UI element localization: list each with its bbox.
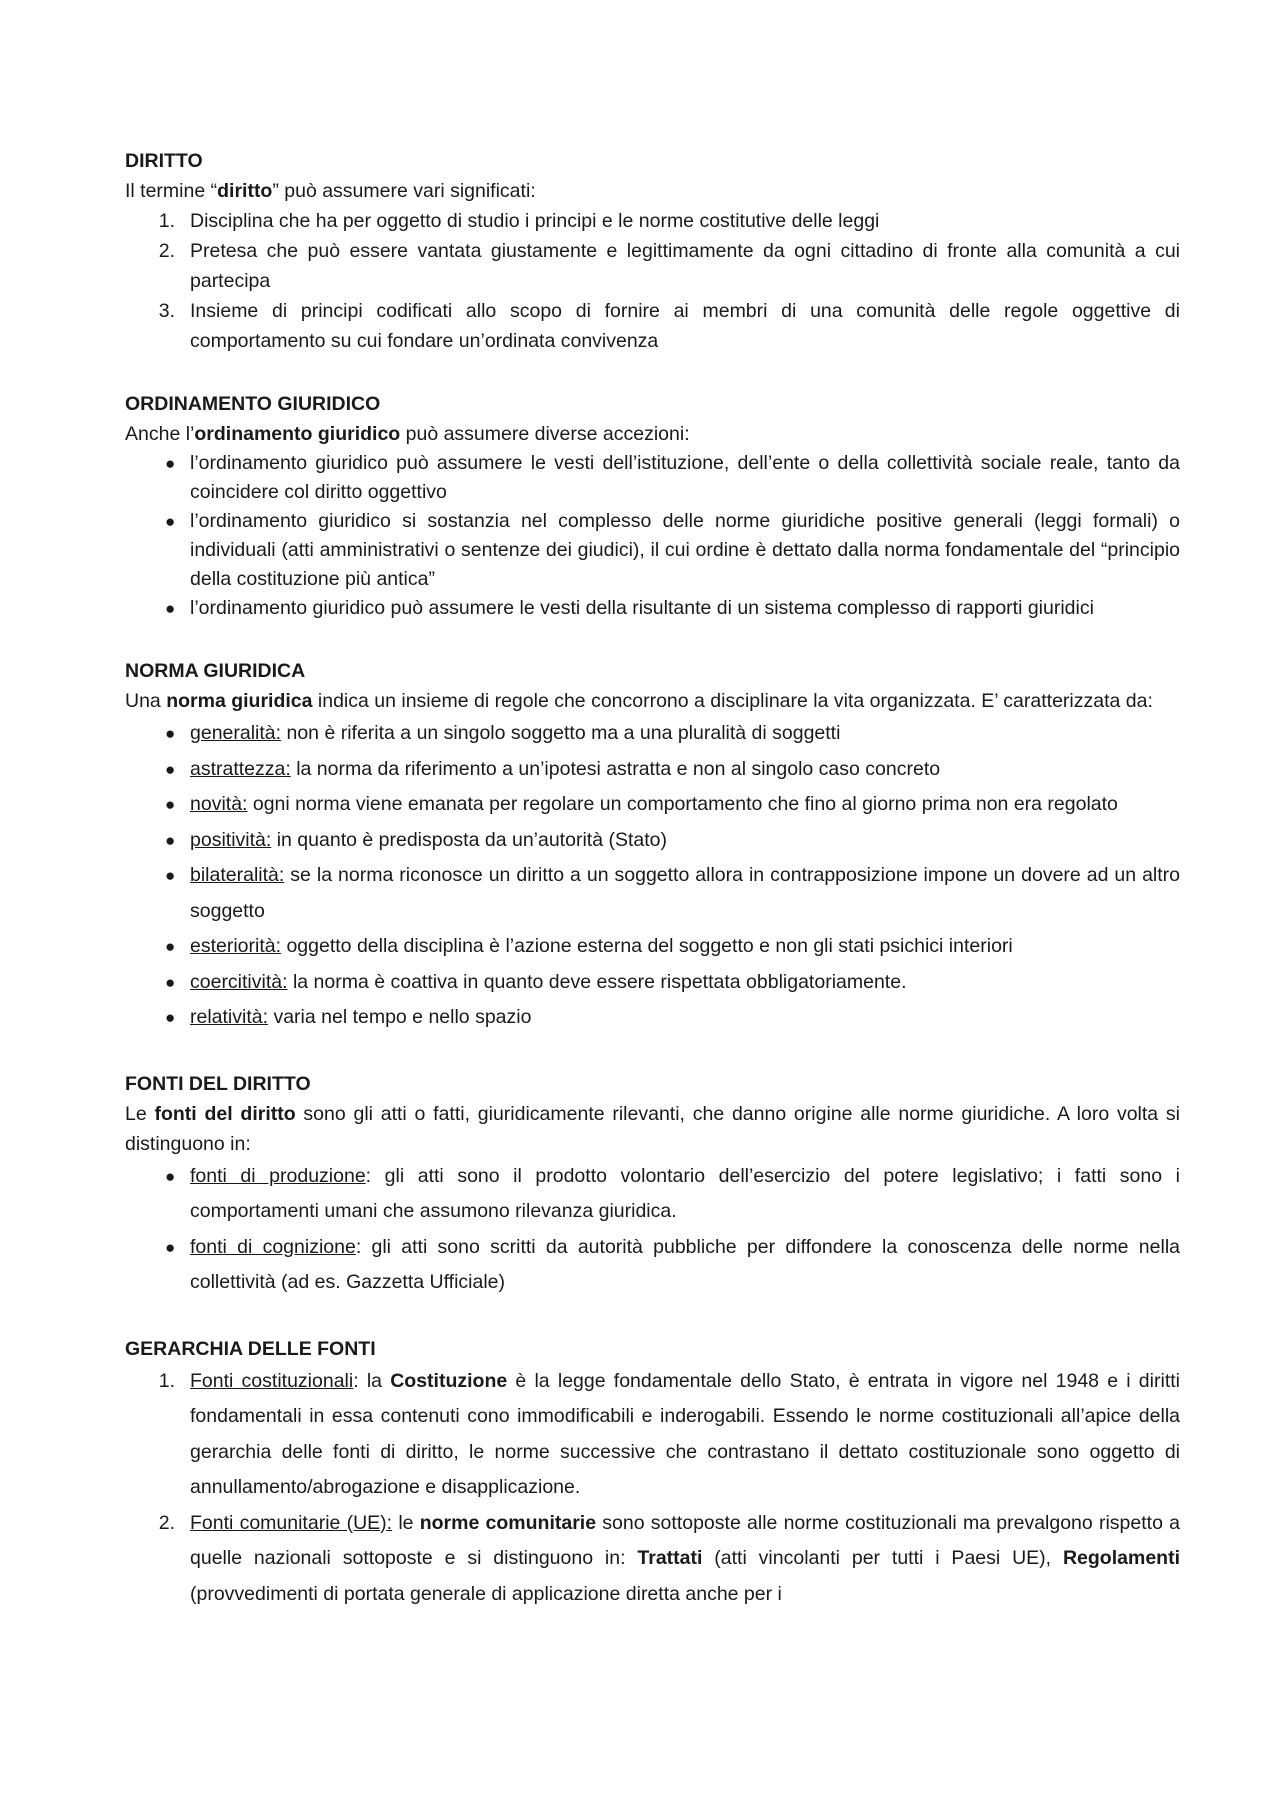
- list-item: [125, 1506, 1180, 1613]
- term-label: novità:: [190, 793, 248, 815]
- bullet-icon: ●: [165, 866, 176, 885]
- numbered-list: [125, 206, 1180, 356]
- heading-diritto: DIRITTO: [125, 150, 203, 172]
- intro-text: può assumere diverse accezioni:: [400, 423, 690, 445]
- term-label: positività:: [190, 828, 272, 851]
- list-item: [125, 296, 1180, 356]
- bullet-icon: ●: [165, 937, 176, 956]
- list-number: 1.: [158, 210, 175, 232]
- term-label: Fonti costituzionali: [190, 1369, 354, 1392]
- list-item: [125, 787, 1180, 823]
- list-item-text: le: [392, 1511, 420, 1534]
- bullet-icon: ●: [165, 1166, 176, 1186]
- intro-diritto: [125, 176, 1180, 206]
- list-item-text: non è riferita a un singolo soggetto ma a una pluralità di soggetti: [281, 722, 841, 744]
- bullet-icon: ●: [165, 724, 176, 743]
- intro-text: indica un insieme di regole che concorrono a disciplinare la vita organizzata. E’ caratterizzata da:: [312, 690, 1153, 712]
- list-item-text: sono sottoposte alle norme costituzionali ma prevalgono rispetto a quelle nazionali sottoposte e si distinguono in:: [190, 1511, 1180, 1569]
- list-item: [125, 823, 1180, 859]
- list-item: [125, 594, 1180, 623]
- bold-term: Costituzione: [390, 1369, 508, 1392]
- list-item: [125, 1230, 1180, 1301]
- intro-bold: ordinamento giuridico: [194, 423, 401, 445]
- section-norma-giuridica: [125, 656, 1180, 1036]
- list-item: [125, 449, 1180, 507]
- heading-ordinamento-giuridico: ORDINAMENTO GIURIDICO: [125, 393, 381, 415]
- section-fonti-del-diritto: [125, 1069, 1180, 1301]
- list-number: 1.: [158, 1369, 175, 1392]
- bullet-list: [125, 1159, 1180, 1301]
- term-label: fonti di produzione: [190, 1164, 366, 1187]
- bullet-list: [125, 449, 1180, 623]
- list-item-text: (provvedimenti di portata generale di applicazione diretta anche per i: [190, 1582, 782, 1605]
- intro-fonti: [125, 1099, 1180, 1159]
- bullet-icon: ●: [165, 795, 176, 814]
- bullet-icon: ●: [165, 1237, 176, 1257]
- intro-text: Le: [125, 1102, 155, 1125]
- intro-text: Una: [125, 690, 167, 712]
- list-number: 3.: [158, 300, 175, 322]
- heading-fonti-del-diritto: FONTI DEL DIRITTO: [125, 1072, 311, 1095]
- intro-bold: diritto: [217, 180, 273, 202]
- list-item-text: la norma è coattiva in quanto deve essere rispettata obbligatoriamente.: [287, 970, 907, 993]
- list-item-text: ogni norma viene emanata per regolare un comportamento che fino al giorno prima non era regolato: [247, 793, 1118, 815]
- list-item: [125, 929, 1180, 965]
- intro-bold: norma giuridica: [166, 690, 313, 712]
- list-item: [125, 1364, 1180, 1506]
- list-item: [125, 507, 1180, 594]
- bullet-icon: ●: [165, 599, 176, 618]
- intro-text: ” può assumere vari significati:: [272, 180, 536, 202]
- term-label: generalità:: [190, 722, 282, 744]
- bullet-icon: ●: [165, 512, 176, 531]
- list-item: [125, 206, 1180, 236]
- intro-text: Anche l’: [125, 423, 195, 445]
- bullet-icon: ●: [165, 972, 176, 992]
- term-label: coercitività:: [190, 970, 288, 993]
- bullet-icon: ●: [165, 1008, 176, 1027]
- list-item: [125, 965, 1180, 1001]
- bullet-icon: ●: [165, 830, 176, 850]
- bullet-list: [125, 716, 1180, 1036]
- intro-norma: [125, 686, 1180, 716]
- list-item-text: : la: [353, 1369, 391, 1392]
- list-item-text: Disciplina che ha per oggetto di studio i principi e le norme costitutive delle leggi: [190, 210, 880, 232]
- list-item-text: : gli atti sono scritti da autorità pubbliche per diffondere la conoscenza delle norme nella collettività (ad es. Gazzetta Ufficiale): [190, 1235, 1180, 1293]
- term-label: bilateralità:: [190, 864, 285, 886]
- list-item-text: Insieme di principi codificati allo scopo di fornire ai membri di una comunità delle regole oggettive di comportamento su cui fondare un’ordinata convivenza: [190, 300, 1180, 352]
- heading-gerarchia-delle-fonti: GERARCHIA DELLE FONTI: [125, 1337, 376, 1360]
- list-item-text: oggetto della disciplina è l’azione esterna del soggetto e non gli stati psichici interiori: [281, 935, 1013, 957]
- intro-bold: fonti del diritto: [154, 1102, 296, 1125]
- list-item-text: Pretesa che può essere vantata giustamente e legittimamente da ogni cittadino di fronte alla comunità a cui partecipa: [190, 240, 1180, 292]
- list-item-text: se la norma riconosce un diritto a un soggetto allora in contrapposizione impone un dovere ad un altro soggetto: [190, 864, 1180, 922]
- list-item-text: (atti vincolanti per tutti i Paesi UE),: [702, 1547, 1063, 1569]
- intro-text: sono gli atti o fatti, giuridicamente rilevanti, che danno origine alle norme giuridiche. A loro volta si distinguono in:: [125, 1102, 1181, 1155]
- term-label: relatività:: [190, 1006, 269, 1028]
- list-item-text: in quanto è predisposta da un’autorità (Stato): [271, 828, 667, 851]
- term-label: astrattezza:: [190, 757, 291, 780]
- list-item: [125, 236, 1180, 296]
- section-ordinamento-giuridico: [125, 389, 1180, 623]
- bold-term: Regolamenti: [1062, 1547, 1180, 1569]
- list-item: [125, 858, 1180, 929]
- document-page: [125, 146, 1180, 1645]
- list-item-text: l’ordinamento giuridico può assumere le vesti della risultante di un sistema complesso di rapporti giuridici: [190, 597, 1094, 619]
- list-number: 2.: [158, 1511, 175, 1534]
- list-item-text: : gli atti sono il prodotto volontario dell’esercizio del potere legislativo; i fatti sono i comportamenti umani che assumono rilevanza giuridica.: [190, 1164, 1180, 1222]
- heading-norma-giuridica: NORMA GIURIDICA: [125, 660, 306, 682]
- list-item: [125, 752, 1180, 788]
- list-item-text: varia nel tempo e nello spazio: [268, 1006, 532, 1028]
- section-gerarchia-delle-fonti: [125, 1334, 1180, 1613]
- section-diritto: [125, 146, 1180, 356]
- bullet-icon: ●: [165, 759, 176, 779]
- list-item: [125, 1000, 1180, 1036]
- intro-text: Il termine “: [125, 180, 218, 202]
- term-label: Fonti comunitarie (UE):: [190, 1511, 393, 1534]
- intro-ordinamento: [125, 419, 1180, 449]
- list-item-text: è la legge fondamentale dello Stato, è entrata in vigore nel 1948 e i diritti fondamentali in essa contenuti cono immodificabili e inderogabili. Essendo le norme costituzionali all’apice della gerarchia delle fonti di diritto, le norme successive che contrastano il dettato costituzionale sono oggetto di annullamento/abrogazione e disapplicazione.: [190, 1369, 1180, 1498]
- list-item-text: la norma da riferimento a un’ipotesi astratta e non al singolo caso concreto: [290, 757, 941, 780]
- list-item-text: l’ordinamento giuridico può assumere le vesti dell’istituzione, dell’ente o della collettività sociale reale, tanto da coincidere col diritto oggettivo: [190, 452, 1180, 503]
- list-item-text: l’ordinamento giuridico si sostanzia nel complesso delle norme giuridiche positive generali (leggi formali) o individuali (atti amministrativi o sentenze dei giudici), il cui ordine è dettato dalla norma fondamentale del “principio della costituzione più antica”: [190, 510, 1180, 590]
- numbered-list: [125, 1364, 1180, 1613]
- term-label: esteriorità:: [190, 935, 282, 957]
- bold-term: Trattati: [637, 1547, 703, 1569]
- list-number: 2.: [158, 240, 175, 262]
- list-item: [125, 716, 1180, 752]
- bullet-icon: ●: [165, 454, 176, 473]
- list-item: [125, 1159, 1180, 1230]
- term-label: fonti di cognizione: [190, 1235, 356, 1258]
- bold-term: norme comunitarie: [419, 1511, 597, 1534]
